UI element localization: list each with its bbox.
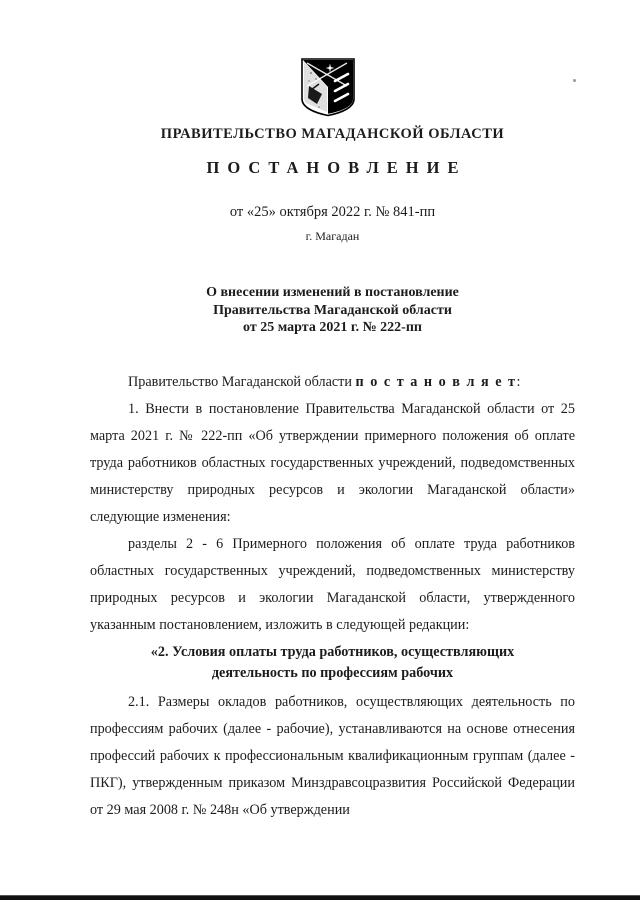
document-title-line-3: от 25 марта 2021 г. № 222-пп bbox=[243, 320, 422, 335]
resolution-clause-verb: п о с т а н о в л я е т bbox=[355, 374, 517, 390]
resolution-clause-colon: : bbox=[516, 374, 521, 390]
amendment-paragraph-2: разделы 2 - 6 Примерного положения об оплате труда работников областных государственных учреждений, подведомственных министерству природных ресурсов и экологии Магаданской области, утвержденного указанным постановлением, изложить в следующей редакции: bbox=[90, 536, 575, 633]
resolution-clause-intro: Правительство Магаданской области bbox=[128, 374, 352, 390]
document-type-heading: ПОСТАНОВЛЕНИЕ bbox=[206, 158, 467, 177]
section-paragraph-2-1: 2.1. Размеры окладов работников, осуществляющих деятельность по профессиям рабочих (далее - рабочие), устанавливаются на основе отнесения профессий рабочих к профессиональным квалификационным группам (далее - ПКГ), утвержденным приказом Минздравсоцразвития Российской Федерации от 29 мая 2008 г. № 248н «Об утверждении bbox=[90, 694, 575, 818]
document-title-line-1: О внесении изменений в постановление bbox=[206, 285, 459, 300]
document-date-number: от «25» октября 2022 г. № 841-пп bbox=[229, 204, 436, 220]
amendment-paragraph-1: 1. Внести в постановление Правительства Магаданской области от 25 марта 2021 г. № 222-пп «Об утверждении примерного положения об оплате труда работников областных государственных учреждений, подведомственных министерству природных ресурсов и экологии Магаданской области» следующие изменения: bbox=[90, 401, 575, 525]
document-city: г. Магадан bbox=[305, 229, 360, 243]
document-title bbox=[90, 284, 575, 337]
scan-speck-artifact bbox=[573, 79, 576, 82]
scan-edge-line bbox=[0, 895, 640, 900]
document-title-line-2: Правительства Магаданской области bbox=[213, 302, 452, 318]
document-body bbox=[90, 369, 575, 824]
issuing-authority: ПРАВИТЕЛЬСТВО МАГАДАНСКОЙ ОБЛАСТИ bbox=[160, 126, 505, 142]
resolution-clause bbox=[90, 369, 575, 396]
section-heading bbox=[90, 639, 575, 689]
section-heading-line-2: деятельность по профессиям рабочих bbox=[211, 665, 454, 681]
section-heading-line-1: «2. Условия оплаты труда работников, осуществляющих bbox=[150, 644, 515, 660]
coat-of-arms-icon bbox=[299, 57, 357, 123]
